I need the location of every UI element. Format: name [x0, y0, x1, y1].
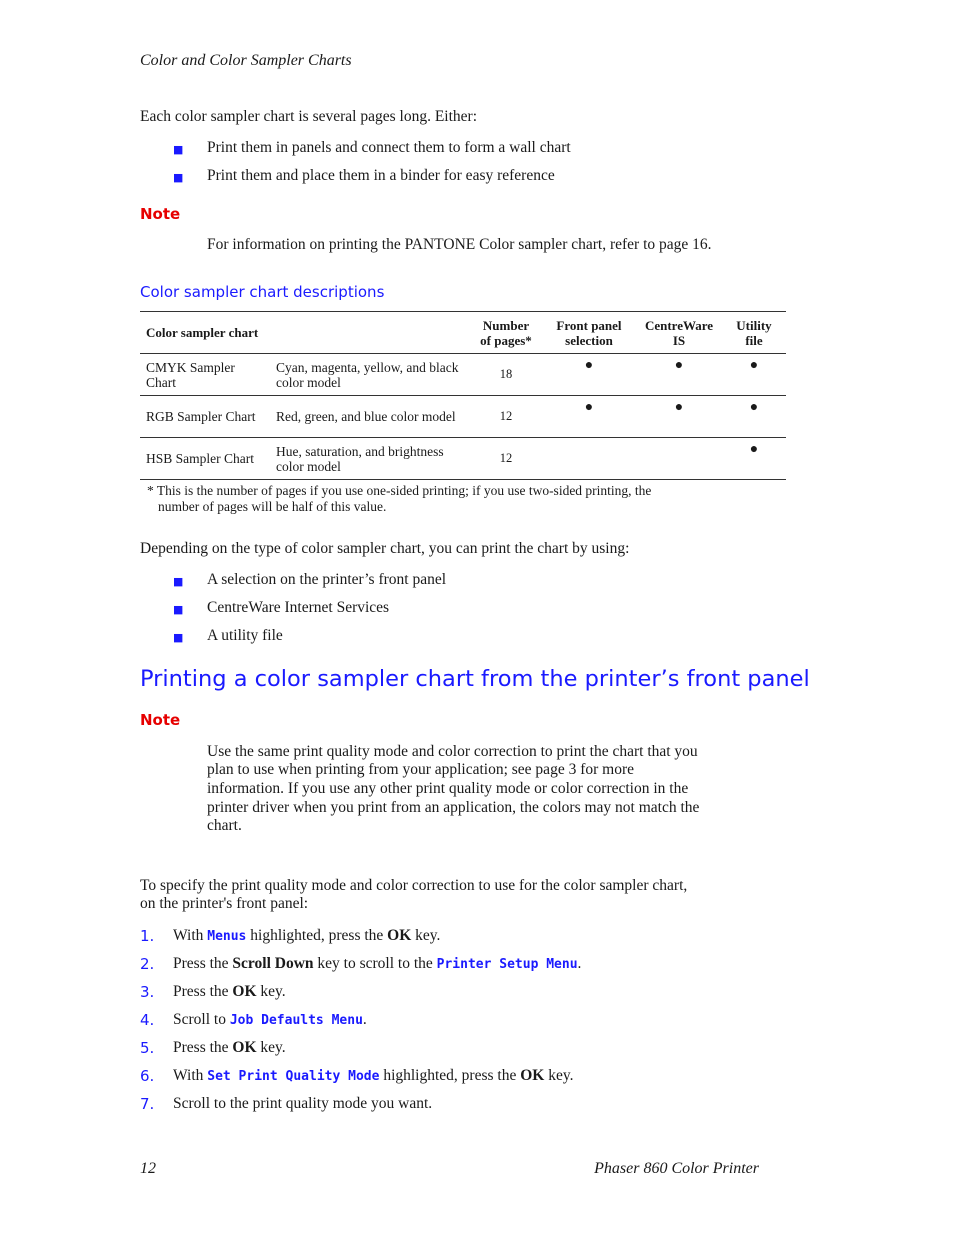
step-2: Press the Scroll Down key to scroll to the Printer Setup Menu.: [173, 955, 582, 972]
centreware-dot-icon: ●: [674, 400, 684, 415]
section-heading: Color sampler chart descriptions: [140, 283, 385, 301]
note-line-1: Use the same print quality mode and color correction to print the chart that you: [207, 743, 698, 760]
note-line-3: information. If you use any other print quality mode or color correction in the: [207, 780, 689, 797]
table-header-row: [140, 312, 786, 354]
utility-dot-icon: ●: [749, 400, 759, 415]
note-label: Note: [140, 205, 181, 223]
front-panel-dot-icon: ●: [584, 358, 594, 373]
method-bullet-2: CentreWare Internet Services: [207, 599, 390, 616]
note-line-5: chart.: [207, 817, 242, 834]
step-6: With Set Print Quality Mode highlighted, press the OK key.: [173, 1067, 574, 1084]
step-number: 2.: [140, 955, 155, 973]
note-line-4: printer driver when you print from an application, the colors may not match the: [207, 799, 700, 816]
step-number: 3.: [140, 983, 155, 1001]
note-label: Note: [140, 711, 181, 729]
bullet-square-icon: ■: [173, 171, 184, 184]
procedure-intro-line-1: To specify the print quality mode and color correction to use for the color sampler chart,: [140, 877, 688, 894]
table-row: [140, 438, 786, 480]
intro-bullet-2: Print them and place them in a binder for easy reference: [207, 167, 555, 184]
intro-text: Each color sampler chart is several pages long. Either:: [140, 108, 477, 125]
step-number: 5.: [140, 1039, 155, 1057]
step-number: 7.: [140, 1095, 155, 1113]
running-header: Color and Color Sampler Charts: [140, 52, 352, 69]
table-row: [140, 396, 786, 438]
chart-name: HSB Sampler Chart: [146, 451, 254, 466]
page-count: 12: [499, 409, 513, 423]
header-utility-file: Utility file: [736, 317, 772, 348]
note-text: For information on printing the PANTONE Color sampler chart, refer to page 16.: [207, 236, 712, 253]
header-front-panel-selection: Front panel selection: [556, 317, 622, 348]
header-color-sampler-chart: Color sampler chart: [146, 325, 259, 340]
page-count: 12: [499, 451, 513, 465]
chart-name: CMYK Sampler Chart: [146, 359, 235, 390]
method-bullet-1: A selection on the printer’s front panel: [207, 571, 447, 588]
centreware-dot-icon: ●: [674, 358, 684, 373]
centreware-dot-icon: [636, 438, 722, 480]
front-panel-dot-icon: ●: [584, 400, 594, 415]
utility-dot-icon: ●: [749, 442, 759, 457]
page-number: 12: [140, 1160, 156, 1177]
step-number: 4.: [140, 1011, 155, 1029]
chart-description: Red, green, and blue color model: [276, 409, 456, 424]
page-count: 18: [499, 367, 513, 381]
bullet-square-icon: ■: [173, 631, 184, 644]
step-3: Press the OK key.: [173, 983, 286, 1000]
sampler-chart-table: [140, 311, 786, 480]
chart-description: Cyan, magenta, yellow, and black color model: [276, 359, 459, 390]
front-panel-dot-icon: [542, 438, 636, 480]
methods-text: Depending on the type of color sampler chart, you can print the chart by using:: [140, 540, 630, 557]
note-line-2: plan to use when printing from your application; see page 3 for more: [207, 761, 634, 778]
step-5: Press the OK key.: [173, 1039, 286, 1056]
step-7: Scroll to the print quality mode you want.: [173, 1095, 433, 1112]
header-centreware-is: CentreWare IS: [644, 317, 714, 348]
chart-description: Hue, saturation, and brightness color model: [276, 443, 444, 474]
step-1: With Menus highlighted, press the OK key.: [173, 927, 441, 944]
table-row: [140, 354, 786, 396]
step-number: 6.: [140, 1067, 155, 1085]
utility-dot-icon: ●: [749, 358, 759, 373]
table-footnote-line-2: number of pages will be half of this value.: [158, 499, 387, 514]
header-number-of-pages: Number of pages*: [480, 317, 532, 348]
step-4: Scroll to Job Defaults Menu.: [173, 1011, 367, 1028]
bullet-square-icon: ■: [173, 603, 184, 616]
intro-bullet-1: Print them in panels and connect them to form a wall chart: [207, 139, 571, 156]
procedure-intro-line-2: on the printer's front panel:: [140, 895, 309, 912]
main-heading: Printing a color sampler chart from the printer’s front panel: [140, 666, 810, 692]
step-number: 1.: [140, 927, 155, 945]
footer-product-name: Phaser 860 Color Printer: [594, 1160, 759, 1177]
chart-name: RGB Sampler Chart: [146, 409, 256, 424]
table-footnote-line-1: * This is the number of pages if you use one-sided printing; if you use two-sided printing, the: [147, 483, 652, 498]
bullet-square-icon: ■: [173, 575, 184, 588]
method-bullet-3: A utility file: [207, 627, 283, 644]
bullet-square-icon: ■: [173, 143, 184, 156]
